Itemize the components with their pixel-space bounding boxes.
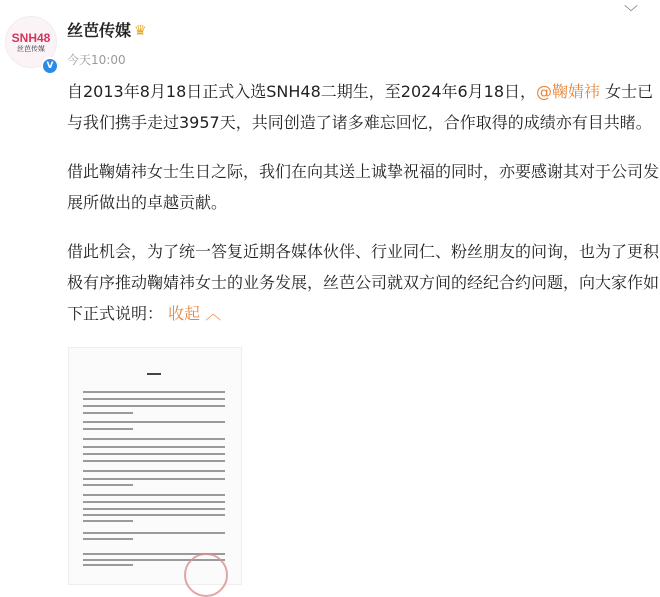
chevron-up-icon: ︿ [205, 304, 222, 323]
statement-document-image[interactable] [68, 347, 242, 585]
document-text-line [83, 532, 225, 534]
document-text-line [83, 438, 225, 440]
company-seal [184, 553, 228, 597]
document-text-line [83, 460, 225, 462]
document-text-line [83, 538, 133, 540]
document-text-line [83, 391, 225, 393]
document-text-line [83, 514, 225, 516]
document-text-line [83, 446, 225, 448]
document-text-line [83, 564, 133, 566]
paragraph-3 [67, 236, 659, 329]
mention-link[interactable]: @鞠婧祎 [536, 82, 601, 101]
document-text-line [83, 412, 133, 414]
document-text-line [83, 453, 225, 455]
avatar-logo-text: SNH48 [11, 30, 51, 45]
document-text-line [83, 428, 133, 430]
verified-icon: V [41, 57, 59, 75]
document-text-line [83, 494, 225, 496]
paragraph-3-text: 借此机会，为了统一答复近期各媒体伙伴、行业同仁、粉丝朋友的问询，也为了更积极有序推动鞠婧祎女士的业务发展，丝芭公司就双方间的经纪合约问题，向大家作如下正式说明： [67, 242, 660, 323]
chevron-down-icon[interactable]: ﹀ [624, 5, 638, 21]
document-title [147, 373, 161, 375]
collapse-button[interactable] [168, 304, 221, 323]
author-name[interactable]: 丝芭传媒 [67, 21, 132, 40]
crown-badge-icon: ♛ [134, 23, 147, 39]
document-text-line [83, 501, 225, 503]
document-text-line [83, 398, 225, 400]
paragraph-2: 借此鞠婧祎女士生日之际，我们在向其送上诚挚祝福的同时，亦要感谢其对于公司发展所做出的卓越贡献。 [67, 162, 660, 212]
document-text-line [83, 470, 225, 472]
paragraph-1 [67, 76, 659, 138]
document-text-line [83, 421, 225, 423]
document-text-line [83, 508, 225, 510]
avatar-logo-sub: 丝芭传媒 [17, 44, 45, 53]
document-text-line [83, 484, 133, 486]
paragraph-1-text-cont: 女士已与我们携手走过3957天，共同创造了诸多难忘回忆，合作取得的成绩亦有目共睹。 [67, 82, 654, 132]
document-text-line [83, 520, 133, 522]
document-text-line [83, 478, 225, 480]
document-text-line [83, 405, 225, 407]
collapse-label: 收起 [168, 304, 201, 323]
post-time: 今天10:00 [67, 53, 126, 67]
post-body [67, 76, 659, 585]
paragraph-1-text: 自2013年8月18日正式入选SNH48二期生，至2024年6月18日， [67, 82, 537, 101]
